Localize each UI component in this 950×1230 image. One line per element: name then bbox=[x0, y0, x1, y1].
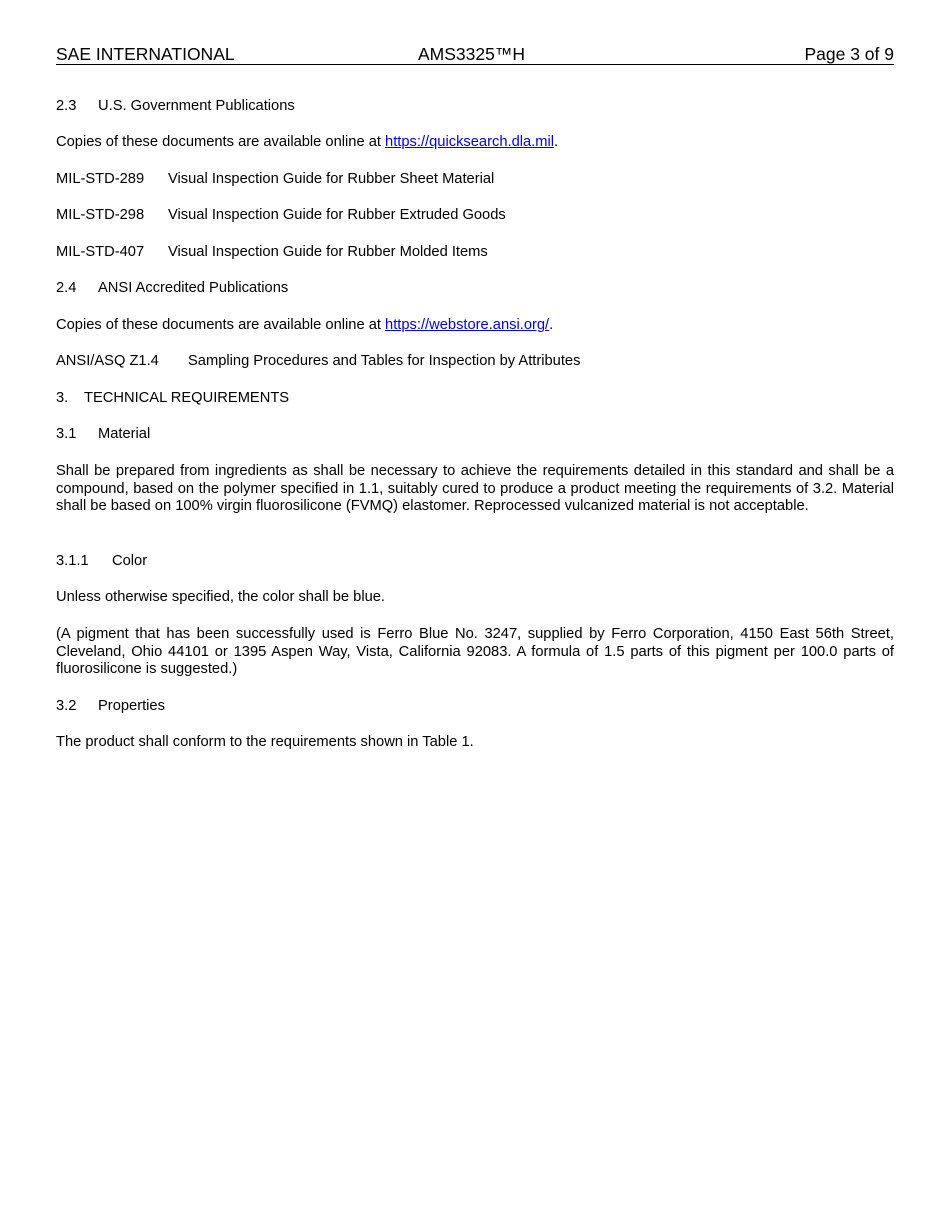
section-3-heading bbox=[56, 390, 289, 408]
availability-text: Copies of these documents are available online at bbox=[56, 134, 386, 150]
section-title: U.S. Government Publications bbox=[98, 98, 295, 114]
reference-code: MIL-STD-289 bbox=[56, 171, 145, 187]
header-page-number: Page 3 of 9 bbox=[804, 44, 894, 64]
section-2-4-availability bbox=[56, 317, 553, 335]
section-number: 3. bbox=[56, 390, 69, 406]
section-2-3-availability bbox=[56, 134, 558, 152]
reference-title: Visual Inspection Guide for Rubber Molded Items bbox=[168, 244, 488, 260]
section-3-1-1-body: Unless otherwise specified, the color shall be blue. bbox=[56, 589, 386, 605]
section-title: Properties bbox=[98, 698, 165, 714]
reference-code: MIL-STD-407 bbox=[56, 244, 145, 260]
section-3-1-body: Shall be prepared from ingredients as shall be necessary to achieve the requirements detailed in this standard and shall be a compound, based on the polymer specified in 1.1, suitably cured to produce a product meeting the requirements of 3.2. Material shall be based on 100% virgin fluorosilicone (FVMQ) elastomer. Reprocessed vulcanized material is not acceptable. bbox=[56, 463, 894, 514]
section-title: TECHNICAL REQUIREMENTS bbox=[84, 390, 290, 406]
section-3-1-heading bbox=[56, 426, 150, 444]
availability-suffix: . bbox=[554, 134, 559, 150]
reference-title: Visual Inspection Guide for Rubber Sheet Material bbox=[168, 171, 495, 187]
reference-code: ANSI/ASQ Z1.4 bbox=[56, 353, 159, 369]
reference-row bbox=[56, 207, 506, 225]
reference-row bbox=[56, 171, 494, 189]
header-organization: SAE INTERNATIONAL bbox=[56, 44, 235, 64]
reference-row bbox=[56, 353, 580, 371]
section-title: Material bbox=[98, 426, 151, 442]
availability-suffix: . bbox=[549, 317, 554, 333]
section-3-2-body: The product shall conform to the requirements shown in Table 1. bbox=[56, 734, 474, 750]
section-number: 3.2 bbox=[56, 698, 77, 714]
section-3-1-1-heading bbox=[56, 553, 147, 571]
section-number: 2.3 bbox=[56, 98, 77, 114]
section-number: 3.1 bbox=[56, 426, 77, 442]
ansi-webstore-link[interactable]: https://webstore.ansi.org/ bbox=[385, 317, 550, 333]
section-title: Color bbox=[112, 553, 148, 569]
availability-text: Copies of these documents are available online at bbox=[56, 317, 386, 333]
quicksearch-link[interactable]: https://quicksearch.dla.mil bbox=[385, 134, 555, 150]
section-2-3-heading bbox=[56, 98, 295, 116]
header-document-id: AMS3325™H bbox=[418, 44, 525, 64]
reference-title: Visual Inspection Guide for Rubber Extruded Goods bbox=[168, 207, 506, 223]
page-header bbox=[56, 44, 894, 65]
section-2-4-heading bbox=[56, 280, 288, 298]
reference-title: Sampling Procedures and Tables for Inspection by Attributes bbox=[188, 353, 581, 369]
section-3-2-heading bbox=[56, 698, 165, 716]
section-number: 3.1.1 bbox=[56, 553, 89, 569]
section-title: ANSI Accredited Publications bbox=[98, 280, 289, 296]
reference-code: MIL-STD-298 bbox=[56, 207, 145, 223]
section-3-1-1-note: (A pigment that has been successfully used is Ferro Blue No. 3247, supplied by Ferro Corporation, 4150 East 56th Street, Cleveland, Ohio 44101 or 1395 Aspen Way, Vista, California 92083. A formula of 1.5 parts of this pigment per 100.0 parts of fluorosilicone is suggested.) bbox=[56, 626, 894, 677]
reference-row bbox=[56, 244, 488, 262]
section-number: 2.4 bbox=[56, 280, 77, 296]
